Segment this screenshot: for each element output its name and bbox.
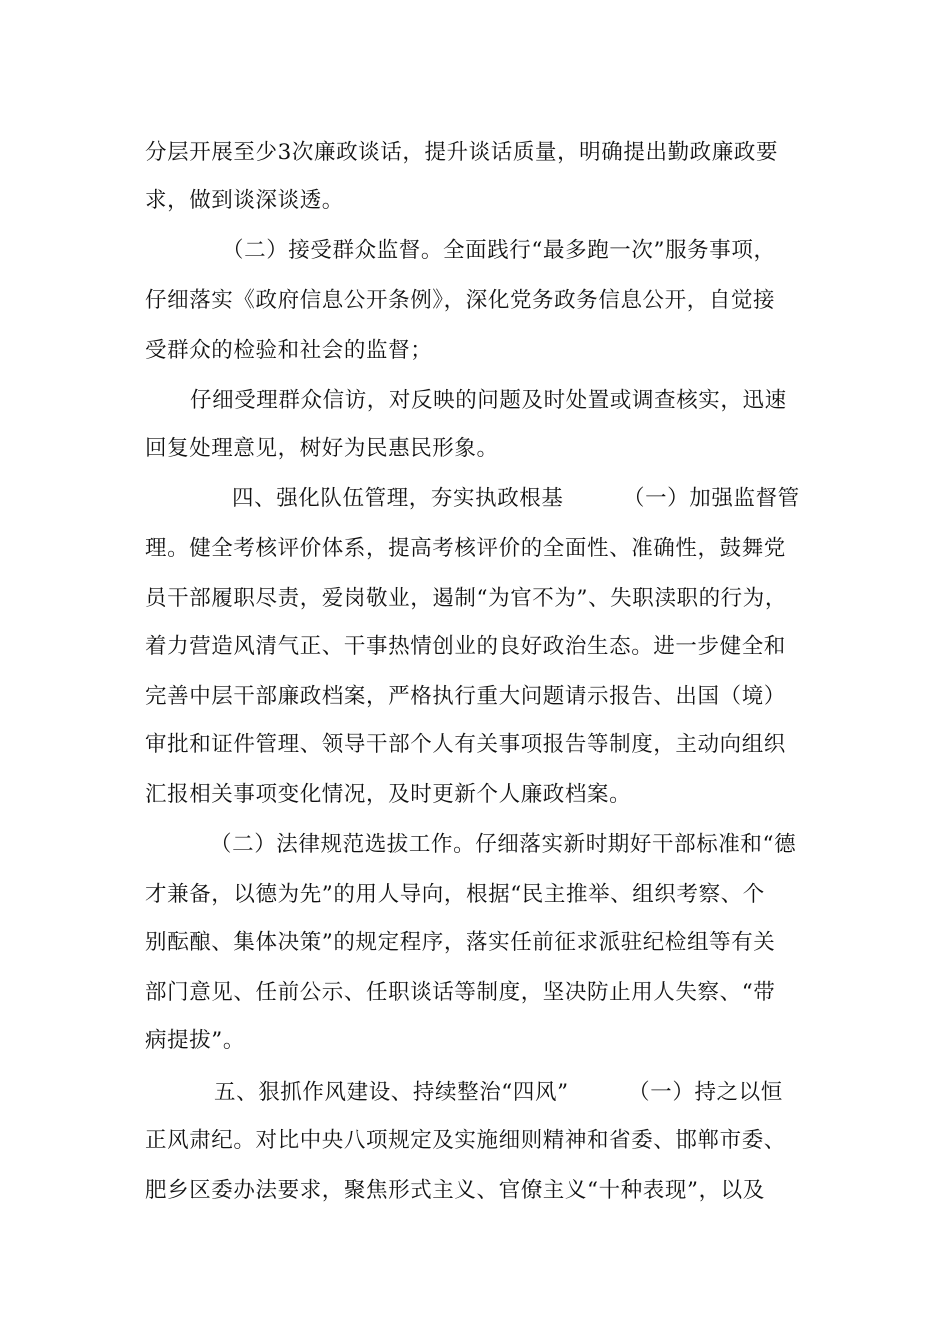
text-line-22: 肥乡区委办法要求，聚焦形式主义、官僚主义“十种表现”，以及 — [145, 1178, 765, 1203]
text-line-18: 部门意见、任前公示、任职谈话等制度，坚决防止用人失察、“带 — [145, 980, 776, 1005]
text-line-19: 病提拔”。 — [145, 1028, 245, 1053]
text-line-10: 员干部履职尽责，爱岗敬业，遏制“为官不为”、失职渎职的行为， — [145, 586, 787, 611]
text-line-5: 受群众的检验和社会的监督； — [145, 338, 433, 363]
text-line-9: 理。健全考核评价体系，提高考核评价的全面性、准确性，鼓舞党 — [145, 536, 786, 561]
section-heading-5: 五、狠抓作风建设、持续整治“四风” （一）持之以恒 — [214, 1080, 783, 1105]
text-line-6: 仔细受理群众信访，对反映的问题及时处置或调查核实，迅速 — [190, 388, 787, 413]
section-heading-4: 四、强化队伍管理，夯实执政根基 （一）加强监督管 — [232, 486, 800, 511]
text-line-3: （二）接受群众监督。全面践行“最多跑一次”服务事项， — [222, 238, 776, 263]
text-line-15: （二）法律规范选拔工作。仔细落实新时期好干部标准和“德 — [210, 832, 797, 857]
text-line-13: 审批和证件管理、领导干部个人有关事项报告等制度，主动向组织 — [145, 732, 786, 757]
text-line-17: 别酝酿、集体决策”的规定程序，落实任前征求派驻纪检组等有关 — [145, 930, 776, 955]
text-line-16: 才兼备，以德为先”的用人导向，根据“民主推举、组织考察、个 — [145, 882, 765, 907]
text-line-21: 正风肃纪。对比中央八项规定及实施细则精神和省委、邯郸市委、 — [145, 1128, 786, 1153]
text-line-4: 仔细落实《政府信息公开条例》，深化党务政务信息公开，自觉接 — [145, 288, 776, 313]
text-line-12: 完善中层干部廉政档案，严格执行重大问题请示报告、出国（境） — [145, 684, 786, 709]
text-line-7: 回复处理意见，树好为民惠民形象。 — [145, 436, 499, 461]
text-line-2: 求，做到谈深谈透。 — [145, 188, 344, 213]
text-line-1: 分层开展至少3次廉政谈话，提升谈话质量，明确提出勤政廉政要 — [145, 140, 779, 165]
text-line-14: 汇报相关事项变化情况，及时更新个人廉政档案。 — [145, 782, 632, 807]
text-line-11: 着力营造风清气正、干事热情创业的良好政治生态。进一步健全和 — [145, 634, 786, 659]
